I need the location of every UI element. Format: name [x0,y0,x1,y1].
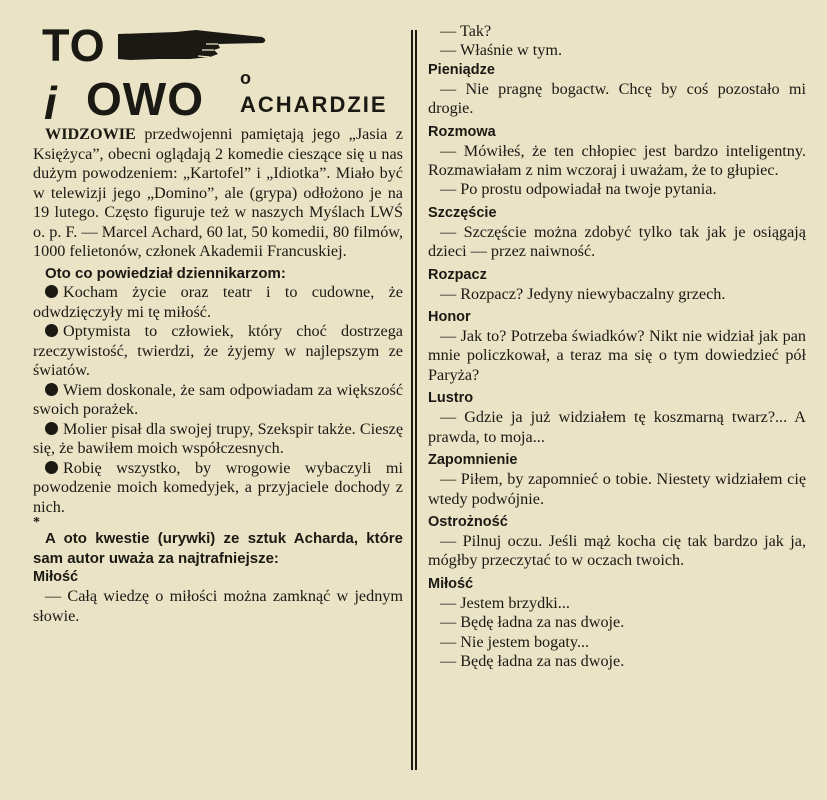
section-line: — Będę ładna za nas dwoje. [440,651,625,670]
masthead-subject: ACHARDZIE [240,92,388,117]
excerpts-heading [33,529,403,568]
bullet-icon [45,285,58,298]
section-title: Rozmowa [428,123,496,140]
quote-text: Wiem doskonale, że sam odpowiadam za większość swoich porażek. [33,380,403,418]
section-line: — Tak? [440,22,492,40]
section-line: — Będę ładna za nas dwoje. [440,613,625,632]
quote-text: Robię wszystko, by wrogowie wybaczyli mi powodzenie moich komedyjek, a przyjaciele dochody z nich. [33,458,403,516]
section-line: — Gdzie ja już widziałem tę koszmarną twarz?... A prawda, to moja... [428,408,806,446]
pointing-hand-icon [118,28,268,62]
quote-text: Kocham życie oraz teatr i to cudowne, że odwdzięczyły mi tę miłość. [33,283,403,321]
section-title: Zapomnienie [428,452,518,469]
left-column [33,125,403,626]
quote-text: Optymista to człowiek, który choć dostrzega rzeczywistość, twierdzi, że żyjemy w najlepszym ze światów. [33,322,403,379]
masthead-to: TO [42,20,106,71]
section-line: — Nie pragnę bogactw. Chcę by coś pozostało mi drogie. [428,79,806,118]
intro-paragraph [33,125,403,262]
section-title: Lustro [428,390,474,407]
bullet-icon [45,461,58,474]
excerpts-heading-text: A oto kwestie (urywki) ze sztuk Acharda, które sam autor uważa za najtrafniejsze: [33,530,403,567]
section-title: Rozpacz [428,266,487,283]
section-title: Miłość [33,569,79,585]
section-title: Pieniądze [428,61,495,78]
section-line: — Pilnuj oczu. Jeśli mąż kocha cię tak bardzo jak ja, mógłby przeczytać to w oczach twoich. [428,531,806,570]
column-divider [411,30,417,770]
section-title: Szczęście [428,204,497,221]
section-line: — Rozpacz? Jedyny niewybaczalny grzech. [440,284,726,303]
section-line: — Piłem, by zapomnieć o tobie. Niestety widziałem cię wtedy podwójnie. [428,470,806,508]
masthead-i: i [44,77,57,129]
said-heading: Oto co powiedział dziennikarzom: [45,264,286,282]
masthead-owo: OWO [86,73,204,125]
quote-item [33,420,403,459]
section-line: — Szczęście można zdobyć tylko tak jak je osiągają dzieci — przez naiwność. [428,222,806,261]
quote-item [33,322,403,381]
section-line: — Nie jestem bogaty... [440,632,590,651]
section-line: — Jak to? Potrzeba świadków? Nikt nie widział jak pan mnie policzkował, a teraz ma się o tym dowiedzieć pół Paryża? [428,327,806,384]
section-line: — Mówiłeś, że ten chłopiec jest bardzo inteligentny. Rozmawiałam z nim wczoraj i uważam, że to głupiec. [428,141,806,180]
bullet-icon [45,422,58,435]
section-line: — Właśnie w tym. [440,41,562,60]
section-title: Miłość [428,575,474,592]
bullet-icon [45,324,58,337]
quote-item [33,283,403,322]
section-title: Ostrożność [428,513,508,530]
section-line: — Całą wiedzę o miłości można zamknąć w jednym słowie. [33,587,403,625]
quote-text: Molier pisał dla swojej trupy, Szekspir także. Cieszę się, że bawiłem moich współczesnych. [33,419,403,457]
right-column [428,22,806,671]
masthead [40,20,405,129]
section-title: Honor [428,309,471,326]
masthead-o: o [240,68,251,88]
section-line: — Jestem brzydki... [440,593,570,612]
section-line: — Po prostu odpowiadał na twoje pytania. [440,180,717,199]
bullet-icon [45,383,58,396]
quote-item [33,459,403,518]
quote-item [33,381,403,420]
intro-text: przedwojenni pamiętają jego „Jasia z Księżyca”, obecni oglądają 2 komedie cieszące się u nas dużym powodzeniem: „Kartofel” i „Idiotka”. Miało być w telewizji jego „Domino”, ale (grypa) odłożono je na 19 lutego. Często figuruje też w naszych Myślach LWŚ o. p. F. — Marcel Achard, 60 lat, 50 komedii, 80 filmów, 1000 felietonów, członek Akademii Francuskiej. [33,125,403,260]
intro-lead: WIDZOWIE [45,125,136,143]
separator-star: * [33,515,40,530]
